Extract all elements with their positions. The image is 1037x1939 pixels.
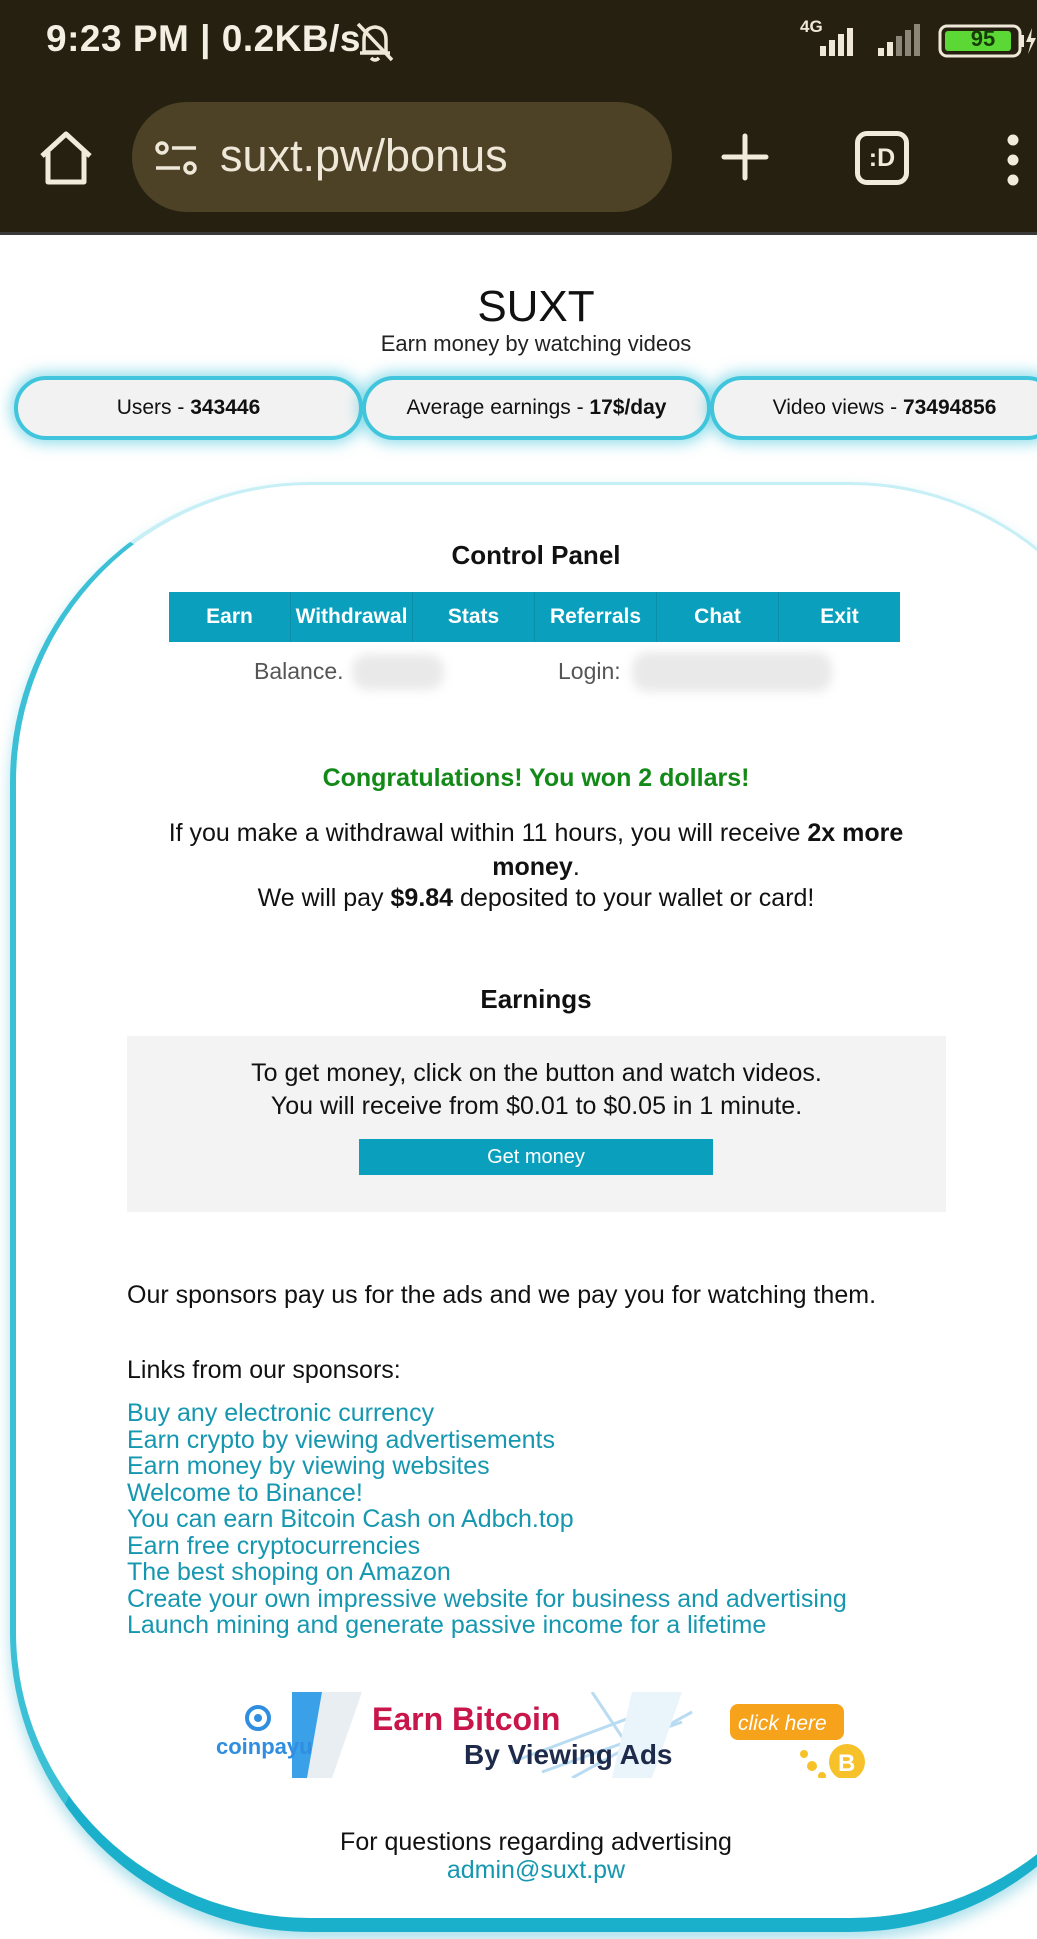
- control-panel-nav: [169, 592, 900, 642]
- stat-video-views: [710, 376, 1037, 440]
- balance-value-redacted: [352, 654, 444, 690]
- congrats-title: Congratulations! You won 2 dollars!: [322, 764, 750, 792]
- login-value-redacted: [632, 652, 832, 692]
- stat-label: Average earnings -: [406, 396, 590, 419]
- signal-icon: [798, 16, 928, 62]
- tab-switcher-button[interactable]: :D: [855, 131, 909, 185]
- msg-text: .: [572, 853, 580, 881]
- control-panel-title: Control Panel: [451, 540, 621, 570]
- new-tab-icon[interactable]: [718, 130, 772, 184]
- stat-label: Video views -: [772, 396, 903, 419]
- nav-referrals[interactable]: Referrals: [535, 592, 657, 642]
- earnings-instruction: To get money, click on the button and watch videos.: [251, 1059, 822, 1087]
- more-menu-icon[interactable]: [1005, 132, 1021, 188]
- banner-brand: coinpayu: [216, 1734, 313, 1759]
- payout-message: [0, 884, 1037, 913]
- banner-subline: By Viewing Ads: [464, 1739, 673, 1770]
- home-icon[interactable]: [36, 128, 96, 188]
- earnings-title: Earnings: [480, 984, 592, 1014]
- withdrawal-bonus-message: [130, 816, 942, 884]
- site-title: SUXT: [477, 282, 595, 331]
- contact-email-link[interactable]: admin@suxt.pw: [446, 1856, 626, 1884]
- banner-headline: Earn Bitcoin: [372, 1701, 561, 1737]
- sponsor-link[interactable]: You can earn Bitcoin Cash on Adbch.top: [127, 1505, 574, 1533]
- sponsor-link[interactable]: The best shoping on Amazon: [127, 1558, 451, 1586]
- nav-chat[interactable]: Chat: [657, 592, 779, 642]
- msg-text: If you make a withdrawal within 11 hours, you will receive: [168, 819, 808, 847]
- msg-bold: 2x more money: [492, 819, 904, 881]
- banner-cta: click here: [738, 1712, 827, 1735]
- url-text[interactable]: suxt.pw/bonus: [220, 130, 508, 181]
- battery-level: 95: [970, 26, 996, 51]
- sponsor-link[interactable]: Earn free cryptocurrencies: [127, 1531, 421, 1560]
- stat-users: [14, 376, 363, 440]
- get-money-button[interactable]: Get money: [359, 1139, 713, 1175]
- bell-muted-icon: [352, 18, 398, 64]
- coinpayu-ad-banner[interactable]: [212, 1692, 867, 1778]
- nav-earn[interactable]: Earn: [169, 592, 291, 642]
- balance-label: Balance.: [254, 658, 344, 684]
- sponsor-link[interactable]: Earn crypto by viewing advertisements: [127, 1425, 555, 1454]
- network-type: 4G: [800, 17, 823, 36]
- svg-text:B: B: [838, 1750, 856, 1777]
- site-subtitle: Earn money by watching videos: [380, 331, 692, 356]
- sponsor-link[interactable]: Create your own impressive website for business and advertising: [127, 1584, 847, 1613]
- sponsor-link[interactable]: Buy any electronic currency: [127, 1399, 435, 1427]
- stat-value: 343446: [190, 396, 261, 419]
- payout-amount: $9.84: [390, 884, 454, 912]
- nav-stats[interactable]: Stats: [413, 592, 535, 642]
- sponsor-link[interactable]: Launch mining and generate passive income for a lifetime: [127, 1611, 767, 1639]
- stat-average-earnings: [362, 376, 711, 440]
- sponsor-link[interactable]: Welcome to Binance!: [127, 1478, 363, 1507]
- nav-withdrawal[interactable]: Withdrawal: [291, 592, 413, 642]
- sponsor-links: [127, 1400, 847, 1639]
- sponsor-links-title: Links from our sponsors:: [127, 1356, 401, 1384]
- stat-value: 73494856: [902, 396, 997, 419]
- msg-text: We will pay: [257, 884, 391, 912]
- banner-art: [212, 1692, 867, 1778]
- advertising-question: For questions regarding advertising: [340, 1828, 732, 1856]
- sponsor-note: Our sponsors pay us for the ads and we pay you for watching them.: [127, 1281, 877, 1309]
- login-label: Login:: [558, 658, 621, 684]
- earnings-rate: You will receive from $0.01 to $0.05 in 1 minute.: [270, 1092, 803, 1120]
- chrome-divider: [0, 232, 1037, 235]
- msg-text: deposited to your wallet or card!: [453, 884, 815, 912]
- stat-label: Users -: [116, 396, 191, 419]
- site-settings-icon[interactable]: [154, 138, 198, 178]
- sponsor-link[interactable]: Earn money by viewing websites: [127, 1452, 490, 1480]
- stat-value: 17$/day: [589, 396, 667, 419]
- nav-exit[interactable]: Exit: [820, 605, 859, 628]
- status-time: 9:23 PM | 0.2KB/s: [46, 18, 361, 59]
